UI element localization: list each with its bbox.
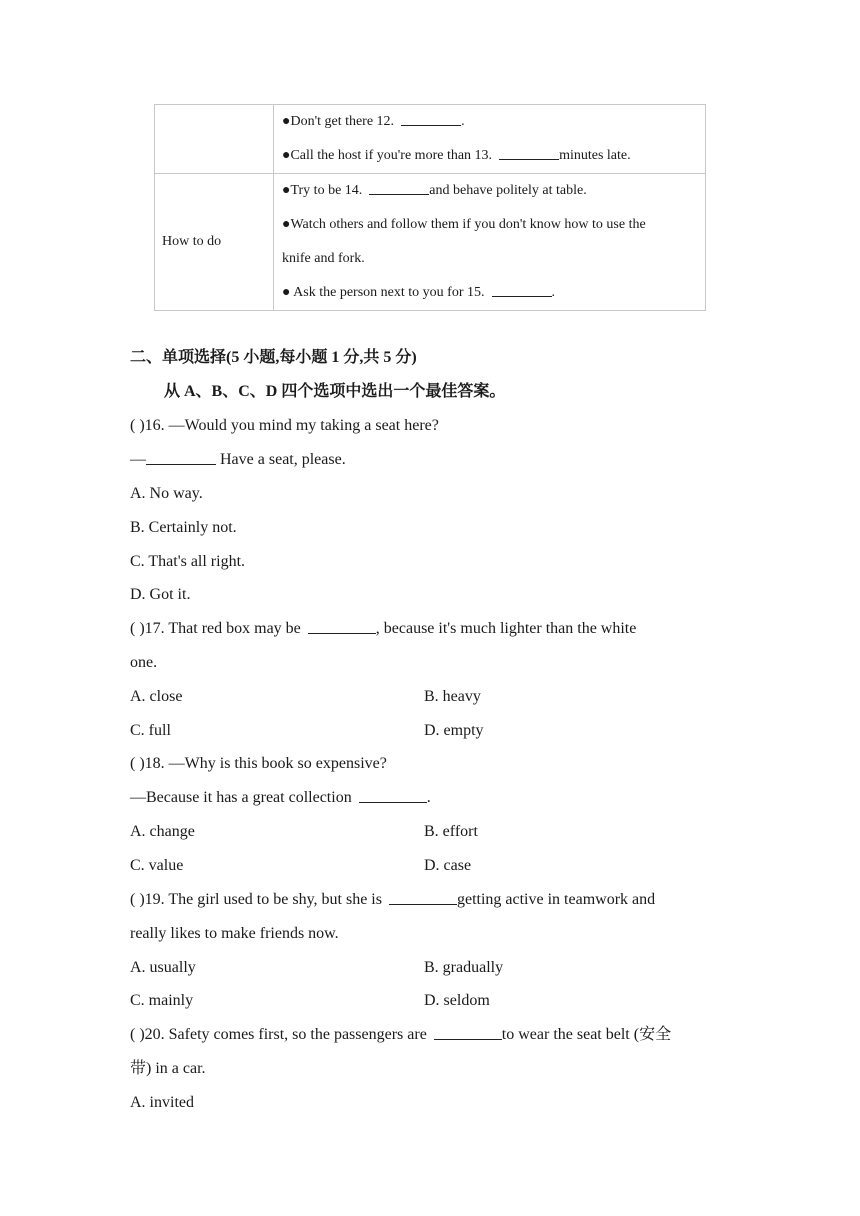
- category-cell: How to do: [155, 174, 274, 311]
- option-d[interactable]: D. empty: [424, 722, 484, 739]
- answer-blank-18[interactable]: [359, 787, 427, 803]
- table-line: knife and fork.: [282, 251, 365, 266]
- option-d[interactable]: D. case: [424, 857, 472, 874]
- table-line: ●Watch others and follow them if you don't know how to use the: [282, 217, 646, 232]
- option-a[interactable]: A. close: [130, 688, 183, 705]
- table-row: [155, 174, 706, 311]
- option-d[interactable]: D. seldom: [424, 992, 490, 1009]
- question-16-reply: — Have a seat, please.: [130, 451, 346, 468]
- option-d[interactable]: D. Got it.: [130, 586, 191, 603]
- option-c[interactable]: C. value: [130, 857, 184, 874]
- answer-blank-12[interactable]: [401, 110, 461, 126]
- section-heading: 二、单项选择(5 小题,每小题 1 分,共 5 分): [130, 349, 417, 366]
- rules-table: [154, 104, 706, 311]
- content-cell: [274, 174, 706, 311]
- option-a[interactable]: A. No way.: [130, 485, 203, 502]
- option-c[interactable]: C. That's all right.: [130, 553, 246, 570]
- question-20-stem-cont: 带) in a car.: [130, 1060, 206, 1077]
- question-19-stem: ( )19. The girl used to be shy, but she is getting active in teamwork and: [130, 891, 656, 908]
- option-a[interactable]: A. usually: [130, 959, 196, 976]
- table-line: ● Ask the person next to you for 15. .: [282, 276, 705, 310]
- option-c[interactable]: C. mainly: [130, 992, 194, 1009]
- question-18-reply: —Because it has a great collection .: [130, 789, 431, 806]
- section-instruction: 从 A、B、C、D 四个选项中选出一个最佳答案。: [164, 383, 506, 400]
- table-line: ●Call the host if you're more than 13. minutes late.: [282, 139, 705, 173]
- table-row: [155, 105, 706, 174]
- option-b[interactable]: B. gradually: [424, 959, 504, 976]
- question-17-stem: ( )17. That red box may be , because it's much lighter than the white: [130, 620, 637, 637]
- table-line: ●Try to be 14. and behave politely at table.: [282, 174, 705, 208]
- option-b[interactable]: B. Certainly not.: [130, 519, 237, 536]
- option-a[interactable]: A. invited: [130, 1094, 194, 1111]
- answer-blank-13[interactable]: [499, 144, 559, 160]
- question-17-stem-cont: one.: [130, 654, 158, 671]
- option-b[interactable]: B. effort: [424, 823, 478, 840]
- answer-blank-17[interactable]: [308, 618, 376, 634]
- category-cell: [155, 105, 274, 174]
- table-line: ●Don't get there 12. .: [282, 105, 705, 139]
- question-20-stem: ( )20. Safety comes first, so the passengers are to wear the seat belt (安全: [130, 1026, 672, 1043]
- question-18-stem: ( )18. —Why is this book so expensive?: [130, 755, 387, 772]
- answer-blank-15[interactable]: [492, 281, 552, 297]
- answer-blank-20[interactable]: [434, 1024, 502, 1040]
- answer-blank-19[interactable]: [389, 889, 457, 905]
- question-19-stem-cont: really likes to make friends now.: [130, 925, 339, 942]
- option-c[interactable]: C. full: [130, 722, 171, 739]
- content-cell: [274, 105, 706, 174]
- option-a[interactable]: A. change: [130, 823, 195, 840]
- answer-blank-14[interactable]: [369, 179, 429, 195]
- option-b[interactable]: B. heavy: [424, 688, 481, 705]
- answer-blank-16[interactable]: [146, 449, 216, 465]
- question-16-stem: ( )16. —Would you mind my taking a seat here?: [130, 417, 439, 434]
